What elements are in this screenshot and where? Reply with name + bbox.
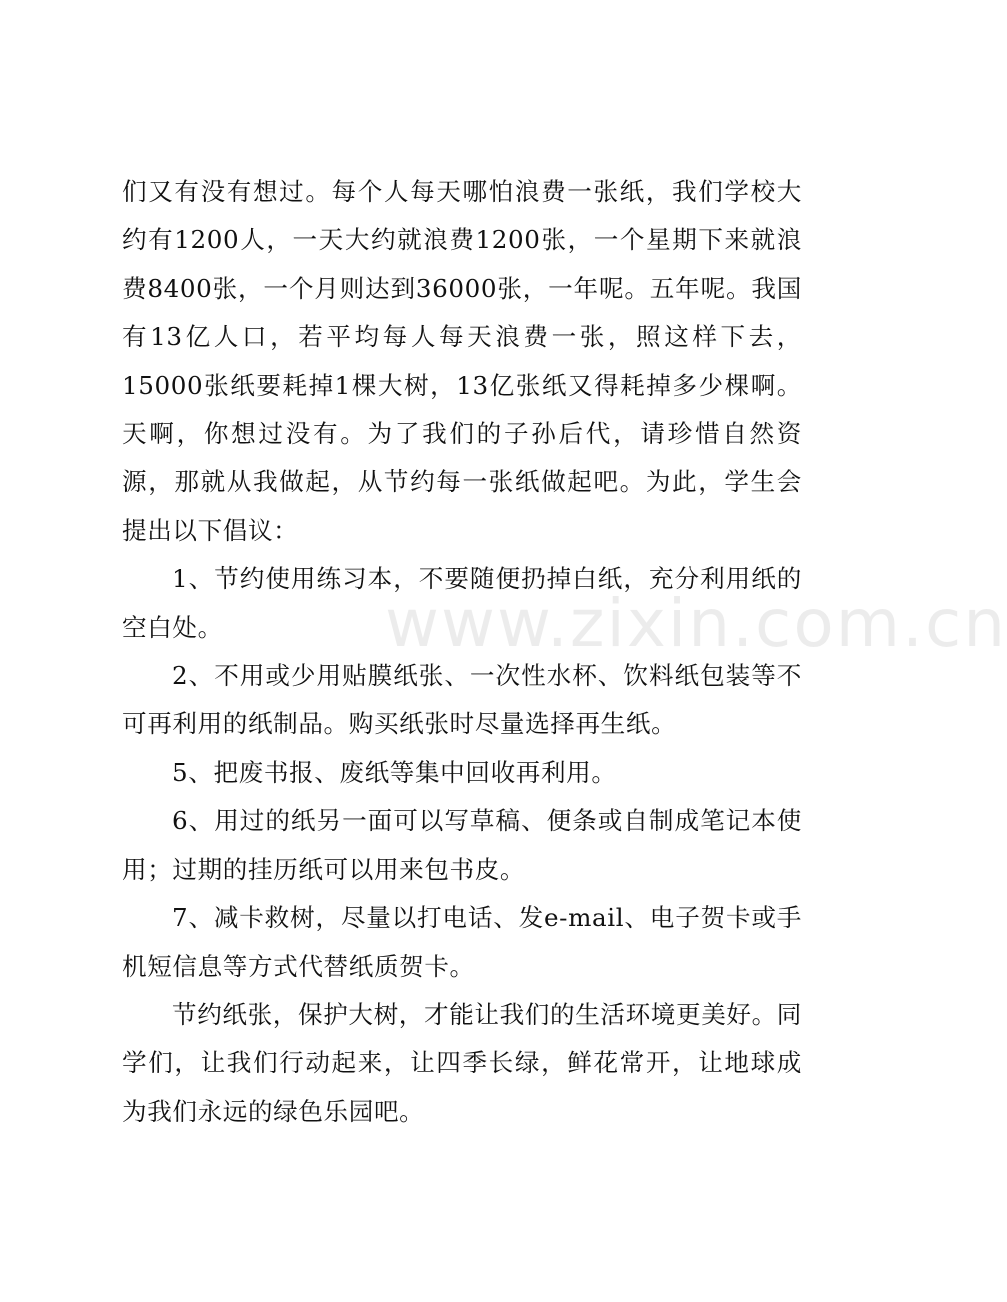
proposal-item-7: 7、减卡救树，尽量以打电话、发e-mail、电子贺卡或手机短信息等方式代替纸质贺卡。: [122, 903, 802, 981]
paragraph-intro: 们又有没有想过。每个人每天哪怕浪费一张纸，我们学校大约有1200人，一天大约就浪费1200张，一个星期下来就浪费8400张，一个月则达到36000张，一年呢。五年呢。我国有13亿人口，若平均每人每天浪费一张，照这样下去，15000张纸要耗掉1棵大树，13亿张纸又得耗掉多少棵啊。天啊，你想过没有。为了我们的子孙后代，请珍惜自然资源，那就从我做起，从节约每一张纸做起吧。为此，学生会提出以下倡议：: [122, 177, 802, 545]
document-body: [122, 168, 802, 1136]
watermark: www.zixin.com.cn: [385, 585, 1007, 662]
proposal-item-6: 6、用过的纸另一面可以写草稿、便条或自制成笔记本使用；过期的挂历纸可以用来包书皮。: [122, 806, 802, 884]
proposal-item-1: 1、节约使用练习本，不要随便扔掉白纸，充分利用纸的空白处。: [122, 564, 802, 642]
paragraph-conclusion: 节约纸张，保护大树，才能让我们的生活环境更美好。同学们，让我们行动起来，让四季长绿，鲜花常开，让地球成为我们永远的绿色乐园吧。: [122, 999, 802, 1126]
proposal-item-5: 5、把废书报、废纸等集中回收再利用。: [172, 757, 617, 787]
proposal-item-2: 2、不用或少用贴膜纸张、一次性水杯、饮料纸包装等不可再利用的纸制品。购买纸张时尽量选择再生纸。: [122, 661, 802, 739]
